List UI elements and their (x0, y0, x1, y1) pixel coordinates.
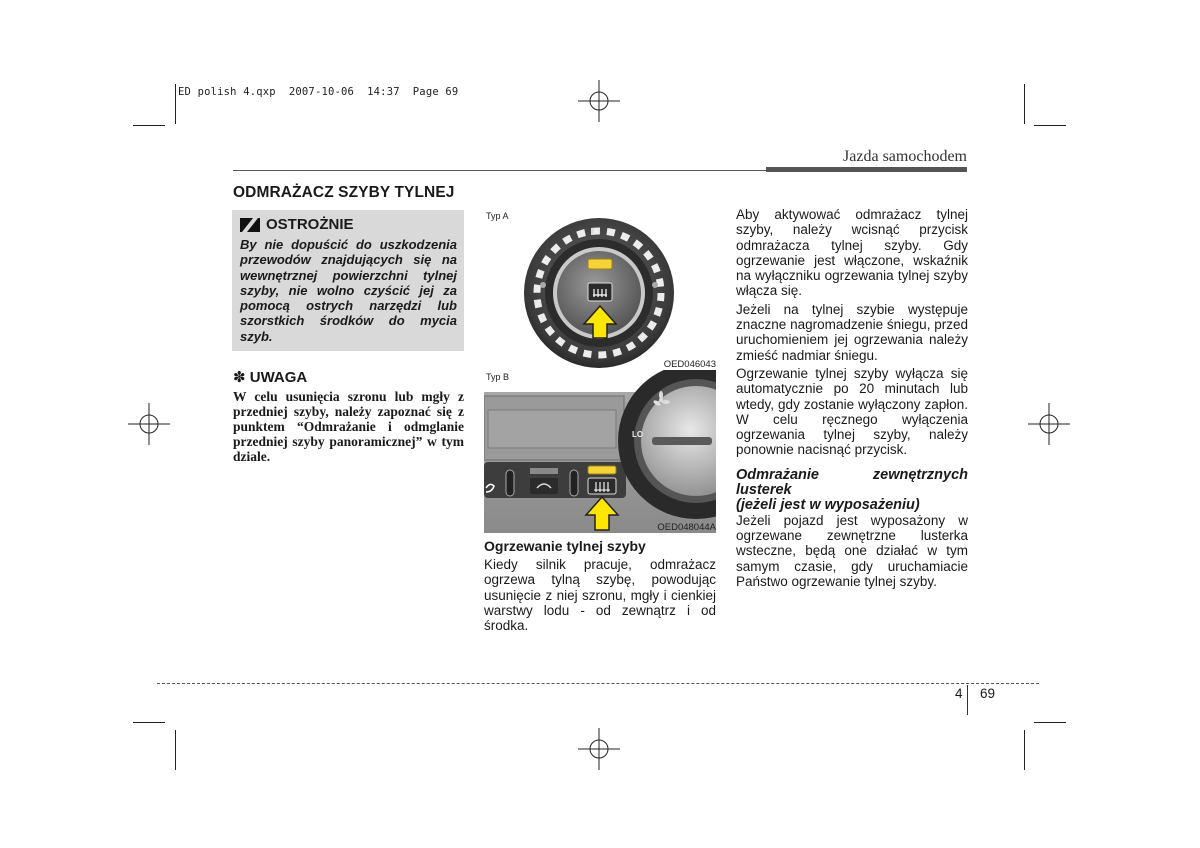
registration-mark-icon (578, 728, 620, 770)
climate-panel-illustration (484, 370, 716, 533)
figure-type-a (484, 209, 716, 370)
figure-label: Typ B (486, 372, 510, 382)
chapter-number: 4 (955, 686, 963, 701)
crop-mark (1024, 730, 1025, 770)
mirror-heading-line2: (jeżeli jest w wyposażeniu) (736, 496, 920, 513)
crop-mark (1034, 722, 1066, 723)
note-text: W celu usunięcia szronu lub mgły z przedniej szyby, należy zapoznać się z punktem “Odmrażanie i odmglanie przedniej szyby panoramicznej” w tym dziale. (233, 389, 464, 464)
warning-stripe-icon (240, 218, 260, 232)
paragraph: Jeżeli na tylnej szybie występuje znaczne nagromadzenie śniegu, przed uruchomieniem jej ogrzewania należy zmieść nadmiar śniegu. (736, 301, 968, 363)
running-header: Jazda samochodem (843, 148, 967, 165)
mirror-heading (736, 468, 968, 513)
paragraph: Aby aktywować odmrażacz tylnej szyby, należy wcisnąć przycisk odmrażacza tylnej szyby. Gdy ogrzewanie jest włączone, wskaźnik na wyłączniku ogrzewania tylnej szyby włącza się. (736, 207, 968, 299)
caution-box (232, 210, 464, 351)
figure-code: OED048044A (657, 522, 716, 533)
figure-type-b (484, 370, 716, 533)
paragraph: Jeżeli pojazd jest wyposażony w ogrzewane zewnętrzne lusterka wsteczne, będą one działać w tym samym czasie, gdy uruchamiacie Państwo ogrzewanie tylnej szyby. (736, 512, 968, 589)
crop-mark (1034, 125, 1066, 126)
registration-mark-icon (1028, 403, 1070, 445)
header-bar (766, 167, 967, 172)
crop-mark (133, 125, 165, 126)
caution-heading (240, 216, 354, 233)
crop-mark (175, 84, 176, 124)
right-column (736, 207, 968, 592)
lo-label: LO (632, 430, 644, 439)
crop-mark (1024, 84, 1025, 124)
page-number (955, 686, 995, 701)
print-slug: ED polish 4.qxp 2007-10-06 14:37 Page 69 (178, 86, 459, 98)
page-number-value: 69 (980, 686, 996, 701)
caution-text: By nie dopuścić do uszkodzenia przewodów znajdujących się na wewnętrznej powierzchni tylnej szyby, nie wolno czyścić jej za pomocą ostrych narzędzi lub szorstkich środków do mycia szyb. (240, 237, 457, 344)
paragraph: Ogrzewanie tylnej szyby wyłącza się automatycznie po 20 minutach lub wtedy, gdy zostanie wyłączony zapłon. W celu ręcznego wyłączenia ogrzewania tylnej szyby, należy ponownie nacisnąć przycisk. (736, 365, 968, 458)
mirror-heading-line1: Odmrażanie zewnętrznych lusterek (736, 466, 968, 498)
figure-code: OED046043 (663, 359, 716, 370)
defroster-knob-illustration (484, 209, 716, 370)
header-rule (233, 170, 767, 171)
crop-mark (175, 730, 176, 770)
page-number-divider (967, 685, 968, 715)
rear-heating-text: Kiedy silnik pracuje, odmrażacz ogrzewa tylną szybę, powodując usunięcie z niej szronu, mgły i cienkiej warstwy lodu - od zewnątrz i od środka. (484, 557, 716, 634)
footer-rule (157, 683, 1039, 684)
rear-heating-heading: Ogrzewanie tylnej szyby (484, 538, 646, 554)
figure-label: Typ A (486, 211, 509, 221)
note-title: ✽ UWAGA (233, 369, 308, 386)
registration-mark-icon (578, 80, 620, 122)
crop-mark (133, 722, 165, 723)
registration-mark-icon (128, 403, 170, 445)
section-title: ODMRAŻACZ SZYBY TYLNEJ (233, 184, 455, 201)
caution-title: OSTROŻNIE (266, 216, 354, 233)
